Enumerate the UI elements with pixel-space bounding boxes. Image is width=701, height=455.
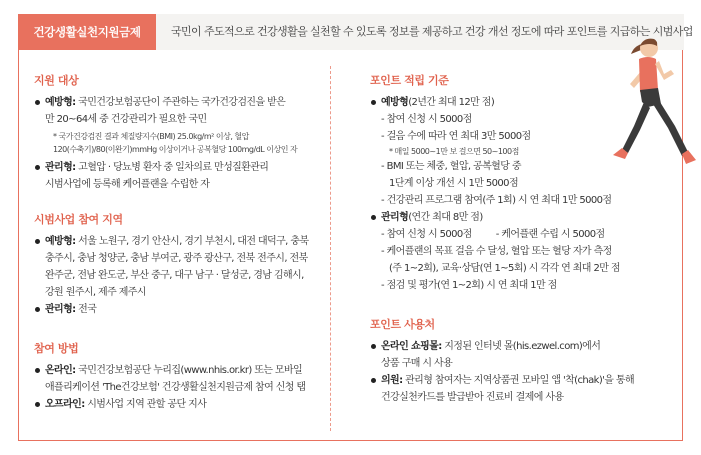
- section-title-region: 시범사업 참여 지역: [34, 213, 123, 226]
- program-tag: 건강생활실천지원금제: [18, 14, 156, 50]
- region-preventive: 예방형: 서울 노원구, 경기 안산시, 경기 부천시, 대전 대덕구, 충북: [34, 233, 324, 250]
- points-prev-4: - 건강관리 프로그램 참여(주 1회) 시 연 최대 1만 5000점: [381, 195, 612, 206]
- section-title-usage: 포인트 사용처: [370, 318, 435, 331]
- target-note-1: * 국가건강검진 결과 체질량지수(BMI) 25.0kg/m² 이상, 혈압: [53, 132, 249, 141]
- region-management: 관리형: 전국: [34, 301, 324, 318]
- section-title-method: 참여 방법: [34, 342, 79, 355]
- left-column: [34, 72, 324, 413]
- runner-illustration: [598, 28, 698, 198]
- points-prev-3b: 1단계 이상 개선 시 1만 5000점: [389, 178, 519, 189]
- usage-clinic: 의원: 관리형 참여자는 지역상품권 모바일 앱 '착(chak)'을 통해: [370, 372, 670, 389]
- target-management-cont: 시범사업에 등록해 케어플랜을 수립한 자: [45, 179, 210, 190]
- method-online-cont: 애플리케이션 'The건강보험' 건강생활실천지원금제 참여 신청 탭: [45, 382, 306, 393]
- points-prev-1: - 참여 신청 시 5000점: [381, 114, 472, 125]
- usage-shop-cont: 상품 구매 시 사용: [381, 358, 453, 369]
- usage-clinic-cont: 건강실천카드를 발급받아 진료비 결제에 사용: [381, 392, 564, 403]
- target-preventive: 예방형: 국민건강보험공단이 주관하는 국가건강검진을 받은: [34, 94, 324, 111]
- usage-shop: 온라인 쇼핑몰: 지정된 인터넷 몰(his.ezwel.com)에서: [370, 338, 670, 355]
- points-prev-2-note: * 매일 5000~1만 보 걸으면 50~100점: [389, 147, 519, 156]
- method-online: 온라인: 국민건강보험공단 누리집(www.nhis.or.kr) 또는 모바일: [34, 362, 324, 379]
- program-description: 국민이 주도적으로 건강생활을 실천할 수 있도록 정보를 제공하고 건강 개선 정도에 따라 포인트를 지급하는 시범사업: [171, 25, 693, 38]
- points-prev-3a: - BMI 또는 체중, 혈압, 공복혈당 중: [381, 161, 521, 172]
- points-mgmt-1: - 참여 신청 시 5000점 - 케어플랜 수립 시 5000점: [381, 229, 605, 240]
- points-preventive: 예방형(2년간 최대 12만 점): [370, 94, 670, 111]
- column-divider: [330, 66, 331, 431]
- points-prev-2: - 걸음 수에 따라 연 최대 3만 5000점: [381, 131, 531, 142]
- points-mgmt-2b: (주 1~2회), 교육·상담(연 1~5회) 시 각각 연 최대 2만 점: [389, 263, 620, 274]
- target-management: 관리형: 고혈압 · 당뇨병 환자 중 일차의료 만성질환관리: [34, 159, 324, 176]
- header-bar: [18, 14, 693, 50]
- region-line-4: 강원 원주시, 제주 제주시: [45, 287, 146, 298]
- region-line-2: 충주시, 충남 청양군, 충남 부여군, 광주 광산구, 전북 전주시, 전북: [45, 253, 308, 264]
- points-mgmt-2a: - 케어플랜의 목표 걸음 수 달성, 혈압 또는 혈당 자가 측정: [381, 246, 612, 257]
- method-offline: 오프라인: 시범사업 지역 관할 공단 지사: [34, 396, 324, 413]
- points-management: 관리형(연간 최대 8만 점): [370, 209, 670, 226]
- points-mgmt-3: - 점검 및 평가(연 1~2회) 시 연 최대 1만 점: [381, 280, 557, 291]
- section-title-target: 지원 대상: [34, 74, 79, 87]
- target-preventive-cont: 만 20~64세 중 건강관리가 필요한 국민: [45, 114, 207, 125]
- region-line-3: 완주군, 전남 완도군, 부산 중구, 대구 남구 · 달성군, 경남 김해시,: [45, 270, 304, 281]
- section-title-points: 포인트 적립 기준: [370, 74, 449, 87]
- target-note-2: 120(수축기)/80(이완기)mmHg 이상이거나 공복혈당 100mg/dL 이상인 자: [53, 145, 298, 154]
